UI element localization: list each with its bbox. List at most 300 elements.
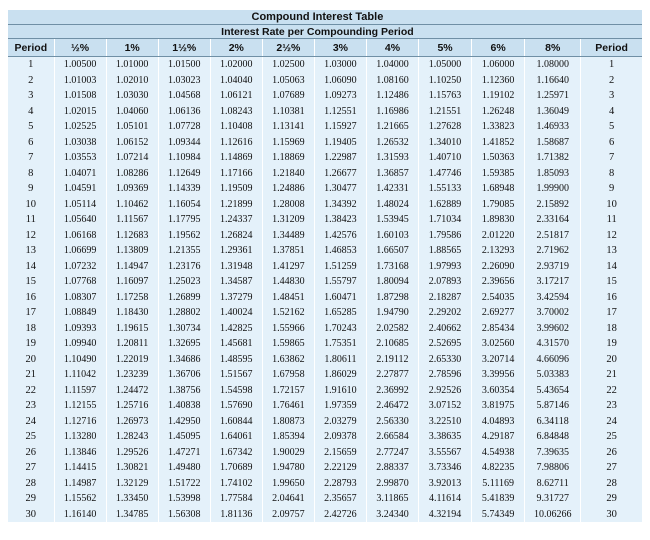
value-cell: 2.56330 <box>366 414 418 430</box>
value-cell: 1.22987 <box>314 150 366 166</box>
value-cell: 1.55797 <box>314 274 366 290</box>
value-cell: 1.04071 <box>54 166 106 182</box>
value-cell: 2.77247 <box>366 445 418 461</box>
value-cell: 1.97359 <box>314 398 366 414</box>
value-cell: 1.57690 <box>210 398 262 414</box>
rate-header: 4% <box>366 39 418 57</box>
table-row <box>8 305 642 321</box>
value-cell: 4.32194 <box>419 507 472 523</box>
value-cell: 1.08000 <box>525 57 581 73</box>
value-cell: 1.27628 <box>419 119 472 135</box>
value-cell: 1.06136 <box>158 104 210 120</box>
value-cell: 2.15659 <box>314 445 366 461</box>
value-cell: 1.34785 <box>106 507 158 523</box>
period-cell-left: 16 <box>8 290 54 306</box>
value-cell: 1.89830 <box>472 212 525 228</box>
value-cell: 4.11614 <box>419 491 472 507</box>
value-cell: 1.09344 <box>158 135 210 151</box>
value-cell: 1.02015 <box>54 104 106 120</box>
value-cell: 2.13293 <box>472 243 525 259</box>
value-cell: 1.60844 <box>210 414 262 430</box>
value-cell: 1.01500 <box>158 57 210 73</box>
period-cell-left: 26 <box>8 445 54 461</box>
value-cell: 1.53998 <box>158 491 210 507</box>
value-cell: 1.02010 <box>106 73 158 89</box>
value-cell: 1.33450 <box>106 491 158 507</box>
period-cell-left: 14 <box>8 259 54 275</box>
rate-header: ½% <box>54 39 106 57</box>
value-cell: 2.28793 <box>314 476 366 492</box>
value-cell: 1.21840 <box>262 166 314 182</box>
value-cell: 1.46933 <box>525 119 581 135</box>
value-cell: 2.65330 <box>419 352 472 368</box>
value-cell: 1.50363 <box>472 150 525 166</box>
period-cell-left: 7 <box>8 150 54 166</box>
value-cell: 1.40024 <box>210 305 262 321</box>
value-cell: 1.05114 <box>54 197 106 213</box>
value-cell: 2.92526 <box>419 383 472 399</box>
value-cell: 1.19405 <box>314 135 366 151</box>
value-cell: 1.59865 <box>262 336 314 352</box>
value-cell: 1.11042 <box>54 367 106 383</box>
value-cell: 1.16986 <box>366 104 418 120</box>
table-row <box>8 429 642 445</box>
value-cell: 2.69277 <box>472 305 525 321</box>
period-cell-left: 17 <box>8 305 54 321</box>
table-row <box>8 135 642 151</box>
value-cell: 1.19562 <box>158 228 210 244</box>
value-cell: 1.08849 <box>54 305 106 321</box>
value-cell: 1.10250 <box>419 73 472 89</box>
value-cell: 1.10462 <box>106 197 158 213</box>
period-cell-left: 6 <box>8 135 54 151</box>
value-cell: 1.16140 <box>54 507 106 523</box>
value-cell: 2.42726 <box>314 507 366 523</box>
period-cell-right: 16 <box>581 290 642 306</box>
value-cell: 1.76461 <box>262 398 314 414</box>
value-cell: 1.28243 <box>106 429 158 445</box>
period-cell-right: 10 <box>581 197 642 213</box>
table-body <box>8 57 642 523</box>
value-cell: 1.04040 <box>210 73 262 89</box>
table-row <box>8 491 642 507</box>
value-cell: 1.32129 <box>106 476 158 492</box>
value-cell: 1.21665 <box>366 119 418 135</box>
value-cell: 1.26677 <box>314 166 366 182</box>
value-cell: 2.03279 <box>314 414 366 430</box>
compound-interest-table <box>8 10 642 528</box>
value-cell: 2.10685 <box>366 336 418 352</box>
value-cell: 1.79085 <box>472 197 525 213</box>
value-cell: 1.12551 <box>314 104 366 120</box>
value-cell: 2.88337 <box>366 460 418 476</box>
value-cell: 1.05000 <box>419 57 472 73</box>
table-row <box>8 290 642 306</box>
value-cell: 1.40838 <box>158 398 210 414</box>
value-cell: 1.06000 <box>472 57 525 73</box>
period-cell-left: 9 <box>8 181 54 197</box>
period-cell-left: 10 <box>8 197 54 213</box>
rate-header: 1% <box>106 39 158 57</box>
value-cell: 1.11567 <box>106 212 158 228</box>
value-cell: 1.26532 <box>366 135 418 151</box>
value-cell: 1.79586 <box>419 228 472 244</box>
value-cell: 1.67342 <box>210 445 262 461</box>
value-cell: 1.74102 <box>210 476 262 492</box>
value-cell: 4.66096 <box>525 352 581 368</box>
period-cell-left: 18 <box>8 321 54 337</box>
value-cell: 4.29187 <box>472 429 525 445</box>
value-cell: 1.09940 <box>54 336 106 352</box>
value-cell: 1.64061 <box>210 429 262 445</box>
table-row <box>8 181 642 197</box>
value-cell: 1.85093 <box>525 166 581 182</box>
value-cell: 1.23176 <box>158 259 210 275</box>
value-cell: 1.20811 <box>106 336 158 352</box>
value-cell: 1.11597 <box>54 383 106 399</box>
value-cell: 1.31948 <box>210 259 262 275</box>
value-cell: 1.80094 <box>366 274 418 290</box>
value-cell: 1.42576 <box>314 228 366 244</box>
value-cell: 1.72157 <box>262 383 314 399</box>
value-cell: 1.05101 <box>106 119 158 135</box>
period-cell-right: 30 <box>581 507 642 523</box>
value-cell: 1.19509 <box>210 181 262 197</box>
value-cell: 1.02525 <box>54 119 106 135</box>
value-cell: 1.06152 <box>106 135 158 151</box>
value-cell: 3.38635 <box>419 429 472 445</box>
value-cell: 1.15562 <box>54 491 106 507</box>
value-cell: 1.73168 <box>366 259 418 275</box>
value-cell: 1.04000 <box>366 57 418 73</box>
value-cell: 1.62889 <box>419 197 472 213</box>
value-cell: 2.09378 <box>314 429 366 445</box>
value-cell: 7.39635 <box>525 445 581 461</box>
value-cell: 1.12486 <box>366 88 418 104</box>
value-cell: 5.03383 <box>525 367 581 383</box>
table-row <box>8 321 642 337</box>
value-cell: 2.27877 <box>366 367 418 383</box>
value-cell: 1.08160 <box>366 73 418 89</box>
value-cell: 1.16640 <box>525 73 581 89</box>
value-cell: 1.65285 <box>314 305 366 321</box>
value-cell: 1.45681 <box>210 336 262 352</box>
value-cell: 4.82235 <box>472 460 525 476</box>
period-cell-right: 9 <box>581 181 642 197</box>
value-cell: 1.59385 <box>472 166 525 182</box>
table-row <box>8 150 642 166</box>
value-cell: 1.10408 <box>210 119 262 135</box>
table-row <box>8 197 642 213</box>
value-cell: 2.35657 <box>314 491 366 507</box>
value-cell: 1.37279 <box>210 290 262 306</box>
value-cell: 1.51259 <box>314 259 366 275</box>
period-cell-left: 28 <box>8 476 54 492</box>
value-cell: 1.81136 <box>210 507 262 523</box>
value-cell: 1.14987 <box>54 476 106 492</box>
header-corner-left <box>8 10 54 25</box>
value-cell: 3.99602 <box>525 321 581 337</box>
value-cell: 3.55567 <box>419 445 472 461</box>
value-cell: 1.97993 <box>419 259 472 275</box>
value-cell: 1.30821 <box>106 460 158 476</box>
value-cell: 1.16054 <box>158 197 210 213</box>
value-cell: 1.03000 <box>314 57 366 73</box>
table-row <box>8 243 642 259</box>
value-cell: 4.54938 <box>472 445 525 461</box>
value-cell: 1.07768 <box>54 274 106 290</box>
period-cell-left: 11 <box>8 212 54 228</box>
value-cell: 1.99650 <box>262 476 314 492</box>
value-cell: 1.26248 <box>472 104 525 120</box>
period-cell-left: 23 <box>8 398 54 414</box>
value-cell: 2.07893 <box>419 274 472 290</box>
value-cell: 1.68948 <box>472 181 525 197</box>
value-cell: 1.07232 <box>54 259 106 275</box>
value-cell: 5.87146 <box>525 398 581 414</box>
period-cell-right: 15 <box>581 274 642 290</box>
value-cell: 1.42825 <box>210 321 262 337</box>
value-cell: 1.24337 <box>210 212 262 228</box>
value-cell: 1.49480 <box>158 460 210 476</box>
period-cell-right: 13 <box>581 243 642 259</box>
value-cell: 1.38756 <box>158 383 210 399</box>
value-cell: 1.25716 <box>106 398 158 414</box>
value-cell: 1.04060 <box>106 104 158 120</box>
value-cell: 1.05063 <box>262 73 314 89</box>
value-cell: 1.33823 <box>472 119 525 135</box>
value-cell: 1.42950 <box>158 414 210 430</box>
value-cell: 3.17217 <box>525 274 581 290</box>
value-cell: 1.25971 <box>525 88 581 104</box>
value-cell: 1.17258 <box>106 290 158 306</box>
value-cell: 3.20714 <box>472 352 525 368</box>
value-cell: 1.36049 <box>525 104 581 120</box>
period-cell-right: 3 <box>581 88 642 104</box>
value-cell: 1.80611 <box>314 352 366 368</box>
value-cell: 1.17166 <box>210 166 262 182</box>
value-cell: 1.06699 <box>54 243 106 259</box>
value-cell: 3.02560 <box>472 336 525 352</box>
value-cell: 1.44830 <box>262 274 314 290</box>
value-cell: 1.41297 <box>262 259 314 275</box>
value-cell: 3.81975 <box>472 398 525 414</box>
period-cell-left: 25 <box>8 429 54 445</box>
value-cell: 1.71034 <box>419 212 472 228</box>
value-cell: 1.13141 <box>262 119 314 135</box>
rate-header: 3% <box>314 39 366 57</box>
value-cell: 1.71382 <box>525 150 581 166</box>
value-cell: 2.78596 <box>419 367 472 383</box>
value-cell: 1.08307 <box>54 290 106 306</box>
table-row <box>8 445 642 461</box>
value-cell: 1.03553 <box>54 150 106 166</box>
value-cell: 1.29361 <box>210 243 262 259</box>
value-cell: 1.46853 <box>314 243 366 259</box>
value-cell: 2.85434 <box>472 321 525 337</box>
value-cell: 3.92013 <box>419 476 472 492</box>
value-cell: 3.39956 <box>472 367 525 383</box>
value-cell: 1.08243 <box>210 104 262 120</box>
value-cell: 2.40662 <box>419 321 472 337</box>
table-row <box>8 507 642 523</box>
value-cell: 5.43654 <box>525 383 581 399</box>
value-cell: 1.00500 <box>54 57 106 73</box>
value-cell: 8.62711 <box>525 476 581 492</box>
value-cell: 1.05640 <box>54 212 106 228</box>
value-cell: 1.36857 <box>366 166 418 182</box>
value-cell: 1.18430 <box>106 305 158 321</box>
value-cell: 1.58687 <box>525 135 581 151</box>
rate-header: 2% <box>210 39 262 57</box>
value-cell: 1.67958 <box>262 367 314 383</box>
value-cell: 1.48595 <box>210 352 262 368</box>
value-cell: 1.87298 <box>366 290 418 306</box>
period-cell-right: 6 <box>581 135 642 151</box>
value-cell: 1.15763 <box>419 88 472 104</box>
value-cell: 1.48451 <box>262 290 314 306</box>
value-cell: 2.54035 <box>472 290 525 306</box>
value-cell: 1.85394 <box>262 429 314 445</box>
value-cell: 1.01003 <box>54 73 106 89</box>
period-cell-right: 1 <box>581 57 642 73</box>
period-cell-left: 24 <box>8 414 54 430</box>
value-cell: 2.04641 <box>262 491 314 507</box>
value-cell: 1.60103 <box>366 228 418 244</box>
value-cell: 1.09273 <box>314 88 366 104</box>
value-cell: 1.26973 <box>106 414 158 430</box>
value-cell: 1.14869 <box>210 150 262 166</box>
value-cell: 1.66507 <box>366 243 418 259</box>
value-cell: 2.19112 <box>366 352 418 368</box>
value-cell: 1.12683 <box>106 228 158 244</box>
period-cell-left: 21 <box>8 367 54 383</box>
value-cell: 5.41839 <box>472 491 525 507</box>
value-cell: 2.02582 <box>366 321 418 337</box>
value-cell: 1.06121 <box>210 88 262 104</box>
value-cell: 1.80873 <box>262 414 314 430</box>
value-cell: 1.31209 <box>262 212 314 228</box>
period-header-right: Period <box>581 39 642 57</box>
value-cell: 2.39656 <box>472 274 525 290</box>
value-cell: 3.42594 <box>525 290 581 306</box>
rate-header: 6% <box>472 39 525 57</box>
value-cell: 1.34010 <box>419 135 472 151</box>
value-cell: 4.04893 <box>472 414 525 430</box>
value-cell: 1.91610 <box>314 383 366 399</box>
value-cell: 3.22510 <box>419 414 472 430</box>
period-cell-left: 13 <box>8 243 54 259</box>
value-cell: 1.07728 <box>158 119 210 135</box>
value-cell: 1.24472 <box>106 383 158 399</box>
value-cell: 1.41852 <box>472 135 525 151</box>
value-cell: 6.34118 <box>525 414 581 430</box>
value-cell: 1.48024 <box>366 197 418 213</box>
value-cell: 1.16097 <box>106 274 158 290</box>
period-cell-left: 1 <box>8 57 54 73</box>
value-cell: 1.21551 <box>419 104 472 120</box>
value-cell: 1.21355 <box>158 243 210 259</box>
value-cell: 1.24886 <box>262 181 314 197</box>
value-cell: 1.42331 <box>366 181 418 197</box>
value-cell: 1.07214 <box>106 150 158 166</box>
period-cell-right: 20 <box>581 352 642 368</box>
value-cell: 1.08286 <box>106 166 158 182</box>
value-cell: 2.33164 <box>525 212 581 228</box>
value-cell: 3.60354 <box>472 383 525 399</box>
value-cell: 7.98806 <box>525 460 581 476</box>
rate-header: 5% <box>419 39 472 57</box>
table-row <box>8 476 642 492</box>
value-cell: 1.13809 <box>106 243 158 259</box>
value-cell: 1.03038 <box>54 135 106 151</box>
period-cell-right: 23 <box>581 398 642 414</box>
value-cell: 1.29526 <box>106 445 158 461</box>
period-cell-right: 18 <box>581 321 642 337</box>
period-cell-right: 19 <box>581 336 642 352</box>
value-cell: 1.32695 <box>158 336 210 352</box>
value-cell: 1.75351 <box>314 336 366 352</box>
value-cell: 1.26824 <box>210 228 262 244</box>
period-cell-left: 15 <box>8 274 54 290</box>
value-cell: 1.10381 <box>262 104 314 120</box>
value-cell: 1.26899 <box>158 290 210 306</box>
rate-header: 8% <box>525 39 581 57</box>
value-cell: 3.70002 <box>525 305 581 321</box>
value-cell: 1.21899 <box>210 197 262 213</box>
table-row <box>8 383 642 399</box>
value-cell: 1.31593 <box>366 150 418 166</box>
period-cell-left: 12 <box>8 228 54 244</box>
value-cell: 1.56308 <box>158 507 210 523</box>
table-row <box>8 228 642 244</box>
value-cell: 1.40710 <box>419 150 472 166</box>
value-cell: 1.47271 <box>158 445 210 461</box>
table-row <box>8 104 642 120</box>
value-cell: 1.60471 <box>314 290 366 306</box>
table-row <box>8 259 642 275</box>
value-cell: 1.15969 <box>262 135 314 151</box>
value-cell: 2.26090 <box>472 259 525 275</box>
value-cell: 1.63862 <box>262 352 314 368</box>
value-cell: 3.73346 <box>419 460 472 476</box>
value-cell: 1.30734 <box>158 321 210 337</box>
value-cell: 4.31570 <box>525 336 581 352</box>
period-header-left: Period <box>8 39 54 57</box>
value-cell: 1.04568 <box>158 88 210 104</box>
value-cell: 1.17795 <box>158 212 210 228</box>
table-row <box>8 352 642 368</box>
value-cell: 1.90029 <box>262 445 314 461</box>
period-cell-right: 4 <box>581 104 642 120</box>
value-cell: 1.09369 <box>106 181 158 197</box>
table-row <box>8 336 642 352</box>
value-cell: 1.18869 <box>262 150 314 166</box>
value-cell: 2.52695 <box>419 336 472 352</box>
value-cell: 2.66584 <box>366 429 418 445</box>
value-cell: 2.46472 <box>366 398 418 414</box>
period-cell-right: 26 <box>581 445 642 461</box>
header-corner-right <box>581 10 642 25</box>
value-cell: 5.74349 <box>472 507 525 523</box>
value-cell: 1.52162 <box>262 305 314 321</box>
value-cell: 1.34392 <box>314 197 366 213</box>
value-cell: 1.13280 <box>54 429 106 445</box>
value-cell: 1.23239 <box>106 367 158 383</box>
period-cell-right: 7 <box>581 150 642 166</box>
value-cell: 2.71962 <box>525 243 581 259</box>
value-cell: 2.36992 <box>366 383 418 399</box>
